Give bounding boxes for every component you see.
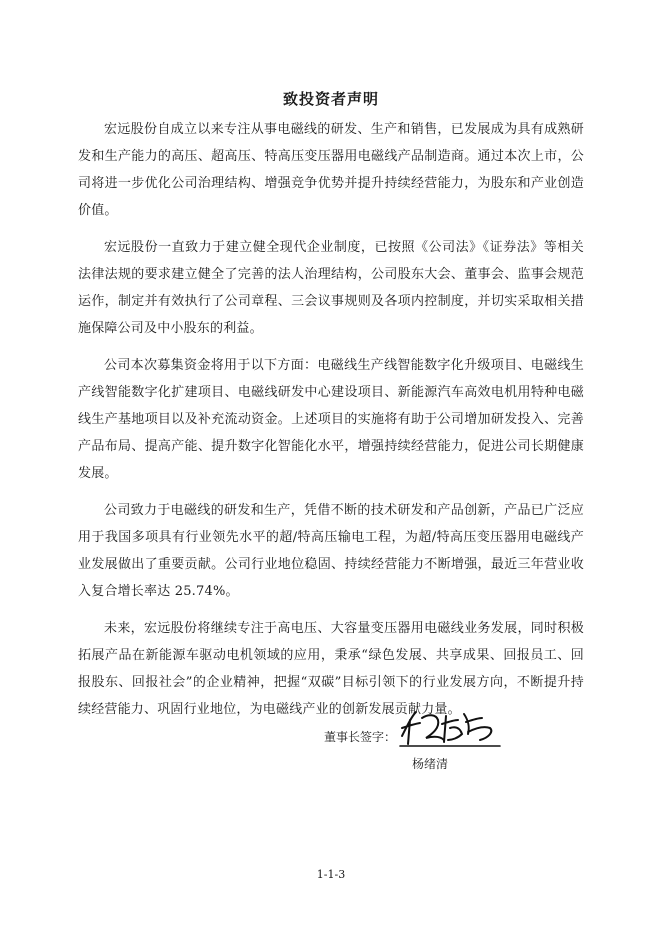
signatory-name: 杨绪清 — [412, 757, 449, 771]
document-body — [78, 116, 584, 733]
paragraph-2: 宏远股份一直致力于建立健全现代企业制度，已按照《公司法》《证券法》等相关法律法规的要求建立健全了完善的法人治理结构，公司股东大会、董事会、监事会规范运作，制定并有效执行了公司章程、三会议事规则及各项内控制度，并切实采取相关措施保障公司及中小股东的利益。 — [78, 240, 584, 336]
paragraph-1: 宏远股份自成立以来专注从事电磁线的研发、生产和销售，已发展成为具有成熟研发和生产能力的高压、超高压、特高压变压器用电磁线产品制造商。通过本次上市，公司将进一步优化公司治理结构、增强竞争优势并提升持续经营能力，为股东和产业创造价值。 — [78, 122, 584, 218]
paragraph-5: 未来，宏远股份将继续专注于高电压、大容量变压器用电磁线业务发展，同时积极拓展产品在新能源车驱动电机领域的应用，秉承“绿色发展、共享成果、回报员工、回报股东、回报社会”的企业精神，把握“双碳”目标引领下的行业发展方向，不断提升持续经营能力、巩固行业地位，为电磁线产业的创新发展贡献力量。 — [78, 621, 584, 717]
paragraph-4: 公司致力于电磁线的研发和生产，凭借不断的技术研发和产品创新，产品已广泛应用于我国多项具有行业领先水平的超/特高压输电工程，为超/特高压变压器用电磁线产业发展做出了重要贡献。公司行业地位稳固、持续经营能力不断增强，最近三年营业收入复合增长率达 25.74%。 — [78, 503, 584, 599]
document-title: 致投资者声明 — [282, 90, 379, 108]
paragraph-3: 公司本次募集资金将用于以下方面：电磁线生产线智能数字化升级项目、电磁线生产线智能数字化扩建项目、电磁线研发中心建设项目、新能源汽车高效电机用特种电磁线生产基地项目以及补充流动资金。上述项目的实施将有助于公司增加研发投入、完善产品布局、提高产能、提升数字化智能化水平，增强持续经营能力，促进公司长期健康发展。 — [78, 358, 584, 481]
signature-label: 董事长签字： — [324, 730, 397, 744]
page-number: 1-1-3 — [316, 868, 346, 881]
